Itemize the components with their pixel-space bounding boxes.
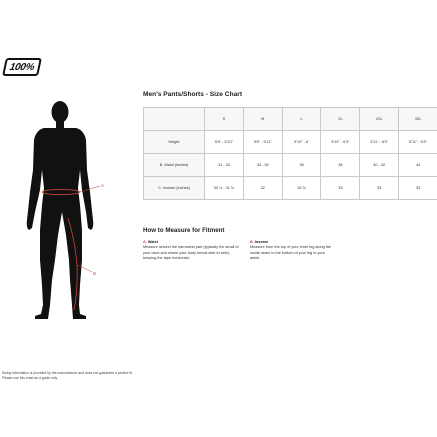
table-cell: 36 <box>282 154 321 177</box>
waist-marker-label: A <box>101 183 105 188</box>
table-row <box>144 131 437 154</box>
waist-text: Measure around the narrowest part (typically the small of your back and where your body bends side to side), keeping the tape horizontal. <box>143 245 239 261</box>
size-chart-table <box>143 107 437 200</box>
table-cell: 5'6" - 5'10" <box>205 131 244 154</box>
disclaimer-line: Please use this chart as a guide only. <box>2 376 58 380</box>
row-label: B. Waist (inches) <box>144 154 205 177</box>
corner-cell <box>144 108 205 131</box>
size-header-cell: 2XL <box>360 108 399 131</box>
table-cell: 5'11" - 6'3" <box>399 131 437 154</box>
table-cell: 33 <box>399 177 437 200</box>
size-header-cell: 3XL <box>399 108 437 131</box>
disclaimer-line: Sizing information is provided by the manufacturer and does not guarantee a perfect fit. <box>2 371 133 375</box>
table-row <box>144 177 437 200</box>
logo-text: 100% <box>8 61 36 73</box>
table-cell: 34 - 35 <box>243 154 282 177</box>
brand-logo <box>2 58 42 76</box>
waist-letter: A. <box>143 240 147 244</box>
inseam-instructions <box>250 240 336 262</box>
table-cell: 40 - 42 <box>360 154 399 177</box>
body-measurement-figure <box>0 100 140 330</box>
size-header-cell: XL <box>321 108 360 131</box>
size-header-row <box>144 108 437 131</box>
table-cell: 32 ¾ <box>282 177 321 200</box>
table-cell: 5'10" - 6'3" <box>321 131 360 154</box>
inseam-letter: B. <box>250 240 254 244</box>
table-cell: 33 <box>360 177 399 200</box>
table-cell: 31 - 33 <box>205 154 244 177</box>
size-chart-title: Men's Pants/Shorts - Size Chart <box>143 91 243 98</box>
table-cell: 33 <box>321 177 360 200</box>
person-silhouette <box>27 101 97 319</box>
table-cell: 32 <box>243 177 282 200</box>
table-cell: 38 <box>321 154 360 177</box>
inseam-marker-label: B <box>93 271 97 276</box>
waist-instructions <box>143 240 243 262</box>
inseam-text: Measure from the top of your inner leg along the inside seam to the bottom of your leg to your ankle. <box>250 245 332 261</box>
row-label: C. Inseam (inches) <box>144 177 205 200</box>
table-row <box>144 154 437 177</box>
size-header-cell: S <box>205 108 244 131</box>
inseam-label: Inseam <box>254 240 268 244</box>
table-cell: 44 <box>399 154 437 177</box>
waist-label: Waist <box>147 240 158 244</box>
table-cell: 5'8" - 5'11" <box>243 131 282 154</box>
fitment-title: How to Measure for Fitment <box>143 227 225 234</box>
table-cell: 5'10" - 6' <box>282 131 321 154</box>
table-cell: 5'11" - 6'3" <box>360 131 399 154</box>
disclaimer <box>2 371 182 381</box>
size-header-cell: L <box>282 108 321 131</box>
size-header-cell: M <box>243 108 282 131</box>
row-label: Height <box>144 131 205 154</box>
table-cell: 30 ¾ - 31 ¾ <box>205 177 244 200</box>
